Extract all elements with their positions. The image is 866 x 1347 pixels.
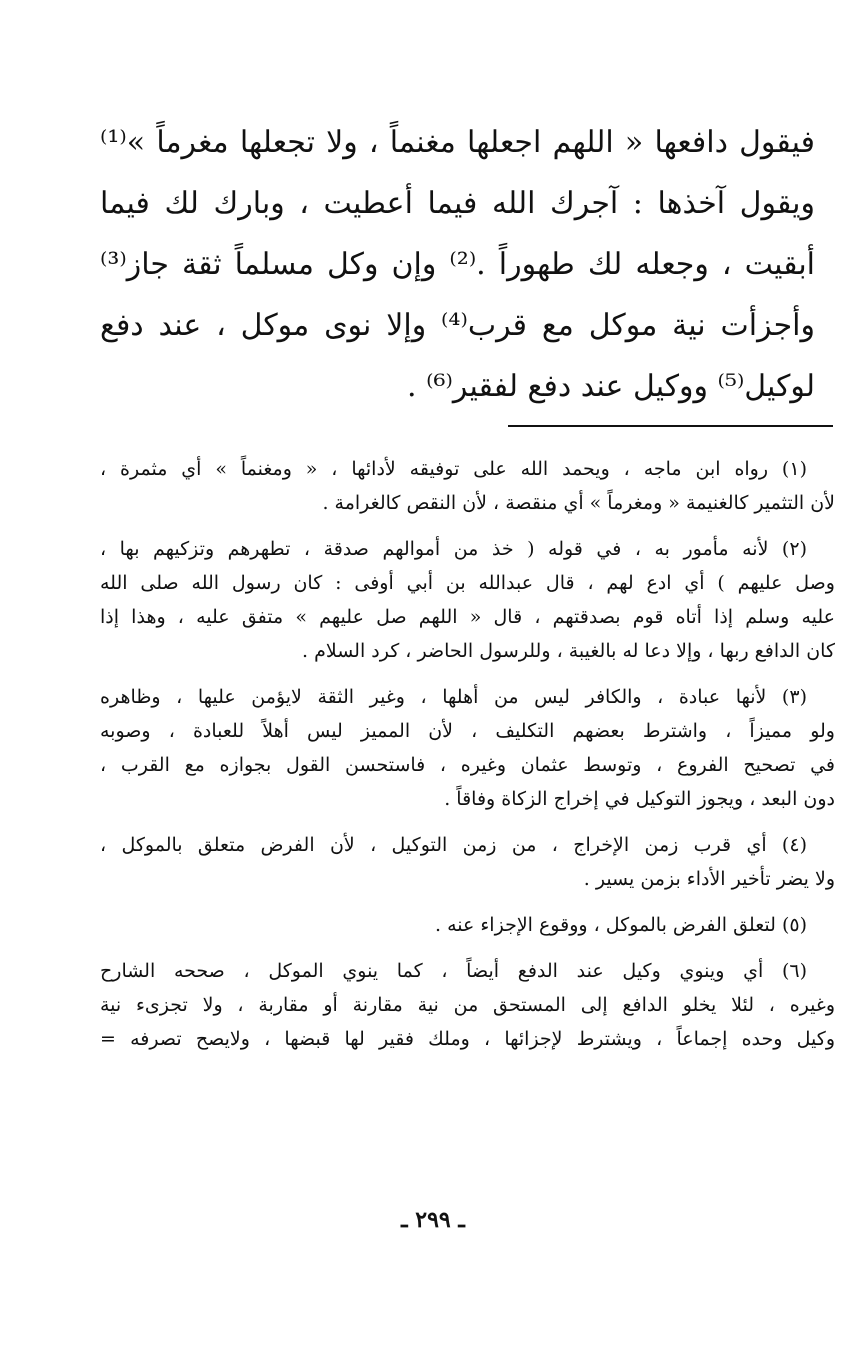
footnote-line: وكيل وحده إجماعاً ، ويشترط لإجزائها ، وملك فقير لها قبضها ، ولايصح تصرفه = — [100, 1028, 835, 1050]
footnote-separator — [508, 425, 833, 427]
footnote-line: (٤) أي قرب زمن الإخراج ، من زمن التوكيل ، لأن الفرض متعلق بالموكل ، — [100, 834, 807, 856]
page-number: ـ ٢٩٩ ـ — [401, 1207, 465, 1233]
footnote-line: ولو مميزاً ، واشترط بعضهم التكليف ، لأن المميز ليس أهلاً للعبادة ، وصوبه — [100, 720, 835, 742]
footnote-line: عليه وسلم إذا أتاه قوم بصدقتهم ، قال « اللهم صل عليهم » متفق عليه ، وهذا إذا — [100, 606, 835, 628]
footnote-line: (١) رواه ابن ماجه ، ويحمد الله على توفيقه لأدائها ، « ومغنماً » أي مثمرة ، — [100, 458, 807, 480]
footnote-line: (٢) لأنه مأمور به ، في قوله ( خذ من أموالهم صدقة ، تطهرهم وتزكيهم بها ، — [100, 538, 807, 560]
footnote-5 — [100, 908, 835, 942]
footnote-line: دون البعد ، ويجوز التوكيل في إخراج الزكاة وفاقاً . — [444, 788, 835, 810]
footnote-line: ولا يضر تأخير الأداء بزمن يسير . — [583, 868, 835, 890]
footnote-line: وصل عليهم ) أي ادع لهم ، قال عبدالله بن أبي أوفى : كان رسول الله صلى الله — [100, 572, 835, 594]
footnote-line: كان الدافع ربها ، وإلا دعا له بالغيبة ، وللرسول الحاضر ، كرد السلام . — [302, 640, 835, 662]
main-text-line: فيقول دافعها « اللهم اجعلها مغنماً ، ولا تجعلها مغرماً »⁽¹⁾ — [100, 125, 815, 160]
main-text-block — [100, 112, 815, 417]
footnote-line: لأن التثمير كالغنيمة « ومغرماً » أي منقصة ، لأن النقص كالغرامة . — [322, 492, 835, 514]
main-text-line: وأجزأت نية موكل مع قرب⁽⁴⁾ وإلا نوى موكل ، عند دفع — [100, 308, 815, 343]
main-text-line: ويقول آخذها : آجرك الله فيما أعطيت ، وبارك لك فيما — [100, 186, 815, 221]
main-text-line: لوكيل⁽⁵⁾ ووكيل عند دفع لفقير⁽⁶⁾ . — [407, 369, 815, 404]
footnote-line: (٣) لأنها عبادة ، والكافر ليس من أهلها ، وغير الثقة لايؤمن عليها ، وظاهره — [100, 686, 807, 708]
footnote-1 — [100, 452, 835, 520]
footnote-line: (٥) لتعلق الفرض بالموكل ، ووقوع الإجزاء عنه . — [435, 914, 807, 936]
main-text-line: أبقيت ، وجعله لك طهوراً .⁽²⁾ وإن وكل مسلماً ثقة جاز⁽³⁾ — [100, 247, 815, 282]
footnote-line: وغيره ، لئلا يخلو الدافع إلى المستحق من نية مقارنة أو مقاربة ، ولا تجزىء نية — [100, 994, 835, 1016]
footnote-line: (٦) أي وينوي وكيل عند الدفع أيضاً ، كما ينوي الموكل ، صححه الشارح — [100, 960, 807, 982]
footnote-4 — [100, 828, 835, 896]
footnote-2 — [100, 532, 835, 668]
footnotes-block — [100, 452, 835, 1068]
footnote-3 — [100, 680, 835, 816]
footnote-6 — [100, 954, 835, 1056]
footnote-line: في تصحيح الفروع ، وتوسط عثمان وغيره ، فاستحسن القول بجوازه مع القرب ، — [100, 754, 835, 776]
